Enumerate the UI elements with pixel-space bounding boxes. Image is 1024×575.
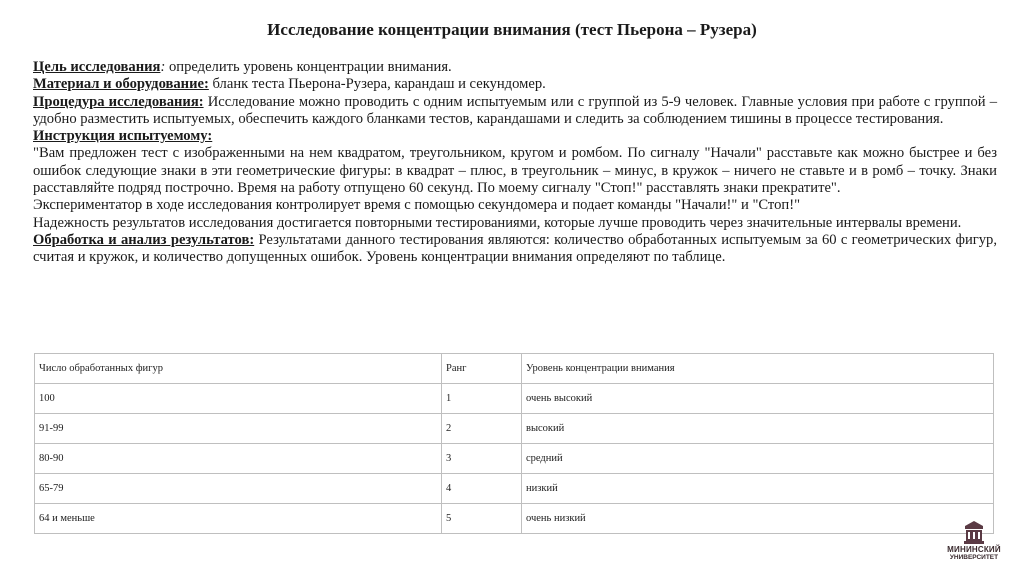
table-cell-level: средний [522, 444, 994, 474]
table-cell-count: 65-79 [35, 474, 442, 504]
table-cell-rank: 2 [442, 414, 522, 444]
table-cell-level: высокий [522, 414, 994, 444]
table-row [35, 444, 994, 474]
procedure-text: Исследование можно проводить с одним испытуемым или с группой из 5-9 человек. Главные условия при работе с группой – удобно разместить испытуемых, обеспечить каждого бланками тестов, карандашами и следить за соблюдением тишины в процессе тестирования. [33, 93, 997, 127]
table-cell-rank: 4 [442, 474, 522, 504]
page-title: Исследование концентрации внимания (тест Пьерона – Рузера) [267, 20, 757, 39]
university-logo [944, 521, 1004, 571]
table-cell-rank: 5 [442, 504, 522, 534]
table-cell-level: очень низкий [522, 504, 994, 534]
table-cell-level: низкий [522, 474, 994, 504]
table-cell-rank: 3 [442, 444, 522, 474]
table-header-cell: Ранг [442, 354, 522, 384]
goal-colon: : [160, 59, 166, 75]
table-cell-count: 64 и меньше [35, 504, 442, 534]
table-cell-level: очень высокий [522, 384, 994, 414]
table-header-cell: Уровень концентрации внимания [522, 354, 994, 384]
table-header-cell: Число обработанных фигур [35, 354, 442, 384]
table-header-row [35, 354, 994, 384]
instruction-label: Инструкция испытуемому: [33, 128, 213, 145]
goal-label: Цель исследования [33, 59, 161, 75]
table-row [35, 504, 994, 534]
table-row [35, 414, 994, 444]
analysis-label: Обработка и анализ результатов: [33, 231, 255, 248]
materials-label: Материал и оборудование: [33, 76, 209, 93]
reliability-paragraph: Надежность результатов исследования достигается повторными тестированиями, которые лучше проводить через значительные интервалы времени. [33, 214, 962, 231]
table-cell-count: 80-90 [35, 444, 442, 474]
analysis-text: Результатами данного тестирования являются: количество обработанных испытуемым за 60 с геометрических фигур, считая и кружок, и количество допущенных ошибок. Уровень концентрации внимания определяют по таблице. [33, 231, 998, 266]
university-building-icon [963, 521, 985, 545]
analysis-paragraph [33, 232, 997, 267]
logo-text-line1: МИНИНСКИЙ [947, 545, 1001, 554]
table-cell-rank: 1 [442, 384, 522, 414]
materials-text: бланк теста Пьерона-Рузера, карандаш и секундомер. [208, 76, 546, 93]
procedure-paragraph [33, 94, 997, 129]
table-row [35, 384, 994, 414]
instruction-heading [33, 128, 997, 145]
goal-text: определить уровень концентрации внимания. [165, 59, 452, 75]
goal-paragraph [33, 59, 997, 76]
table-cell-count: 100 [35, 384, 442, 414]
table-cell-count: 91-99 [35, 414, 442, 444]
document-body [33, 59, 997, 267]
instruction-text: "Вам предложен тест с изображенными на нем квадратом, треугольником, кругом и ромбом. По сигналу "Начали" расставьте как можно быстрее и без ошибок следующие знаки в эти геометрические фигуры: в квадрат – плюс, в треугольник – минус, в кружок – ничего не ставьте и в ромб – точку. Знаки расставляйте подряд построчно. Время на работу отпущено 60 секунд. По моему сигналу "Стоп!" расставлять знаки прекратите". [33, 145, 997, 197]
concentration-table [34, 353, 994, 534]
experimenter-paragraph: Экспериментатор в ходе исследования контролирует время с помощью секундомера и подает команды "Начали!" и "Стоп!" [33, 197, 801, 214]
procedure-label: Процедура исследования: [33, 93, 204, 110]
logo-text-line2: УНИВЕРСИТЕТ [949, 554, 999, 561]
materials-paragraph [33, 76, 997, 93]
table-row [35, 474, 994, 504]
